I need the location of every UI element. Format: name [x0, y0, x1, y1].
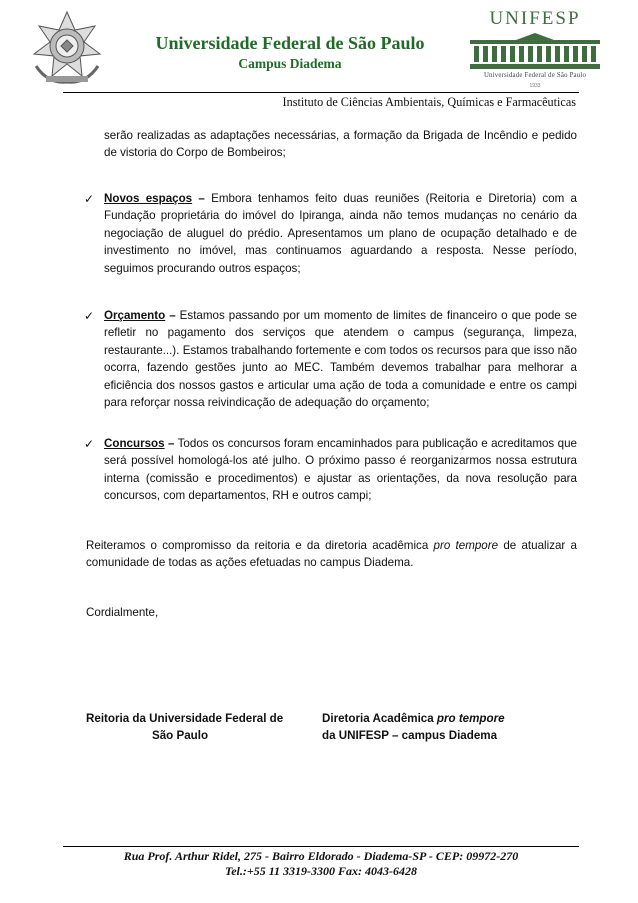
footer-divider [63, 846, 579, 847]
closing-text-italic: pro tempore [433, 539, 499, 552]
closing-paragraph [86, 537, 577, 572]
item-term: Novos espaços [104, 192, 193, 205]
header-divider [63, 92, 579, 93]
checkmark-icon: ✓ [84, 437, 95, 451]
campus-title: Campus Diadema [238, 56, 342, 71]
item-term: Concursos [104, 437, 165, 450]
item-dash: – [169, 309, 176, 322]
signature-right [322, 710, 562, 745]
item-text: Embora tenhamos feito duas reuniões (Reitoria e Diretoria) com a Fundação proprietária do imóvel do Ipiranga, ainda não temos mudanças no cenário da negociação de aluguel do prédio. Apresentamos um plano de ocupação detalhado e de investimento no imóvel, mas continuamos aguardando a resposta. Nesse período, seguimos procurando outros espaços; [104, 192, 577, 275]
checkmark-icon: ✓ [84, 192, 95, 206]
logo-subtitle: Universidade Federal de São Paulo [483, 72, 587, 79]
signature-left-line1: Reitoria da Universidade Federal de [86, 712, 284, 725]
list-item [104, 307, 577, 411]
item-text: Todos os concursos foram encaminhados para publicação e acreditamos que será possível homologá-los até julho. O próximo passo é reorganizarmos nossa estrutura interna (comissão e procedimentos) e ajustar as orientações, da nova resolução para concursos, com departamentos, RH e outros campi; [104, 437, 577, 503]
footer-phone: Tel.:+55 11 3319-3300 Fax: 4043-6428 [224, 864, 418, 878]
item-term: Orçamento [104, 309, 166, 322]
footer-address: Rua Prof. Arthur Ridel, 275 - Bairro Eldorado - Diadema-SP - CEP: 09972-270 [123, 849, 519, 863]
signature-right-line1-pre: Diretoria Acadêmica [322, 712, 437, 725]
checkmark-icon: ✓ [84, 309, 95, 323]
item-dash: – [167, 437, 175, 450]
logo-name: UNIFESP [489, 8, 581, 29]
item-text: Estamos passando por um momento de limites de financeiro o que pode se refletir no pagamento dos serviços que atendem o campus (segurança, limpeza, restaurante...). Estamos trabalhando fortemente e com todos os recursos para que isso não ocorra, fazendo gestões junto ao MEC. Também devemos trabalhar para melhorar a eficiência dos nossos gastos e articular uma ação de toda a comunidade e entre os campi para reforçar nossa reivindicação de adequação do orçamento; [104, 309, 577, 410]
institute-name: Instituto de Ciências Ambientais, Químicas e Farmacêuticas [282, 95, 576, 109]
coat-of-arms-icon [28, 10, 106, 86]
item-dash: – [198, 192, 205, 205]
university-title: Universidade Federal de São Paulo [155, 33, 425, 53]
signature-right-line2: da UNIFESP – campus Diadema [322, 729, 498, 743]
list-item [104, 435, 577, 505]
signature-right-line1 [322, 710, 562, 727]
signature-left [86, 710, 296, 745]
signature-right-line1-italic: pro tempore [436, 712, 505, 725]
building-icon [468, 32, 602, 70]
logo-year: 1933 [529, 83, 541, 89]
continuation-paragraph: serão realizadas as adaptações necessárias, a formação da Brigada de Incêndio e pedido de vistoria do Corpo de Bombeiros; [104, 129, 577, 160]
salutation: Cordialmente, [86, 606, 159, 619]
unifesp-logo [460, 8, 610, 88]
closing-text-post: de atualizar a comunidade de todas as ações efetuadas no campus Diadema. [86, 539, 577, 570]
closing-text-pre: Reiteramos o compromisso da reitoria e da diretoria acadêmica [86, 539, 434, 552]
list-item [104, 190, 577, 277]
signature-left-line2: São Paulo [152, 729, 209, 743]
